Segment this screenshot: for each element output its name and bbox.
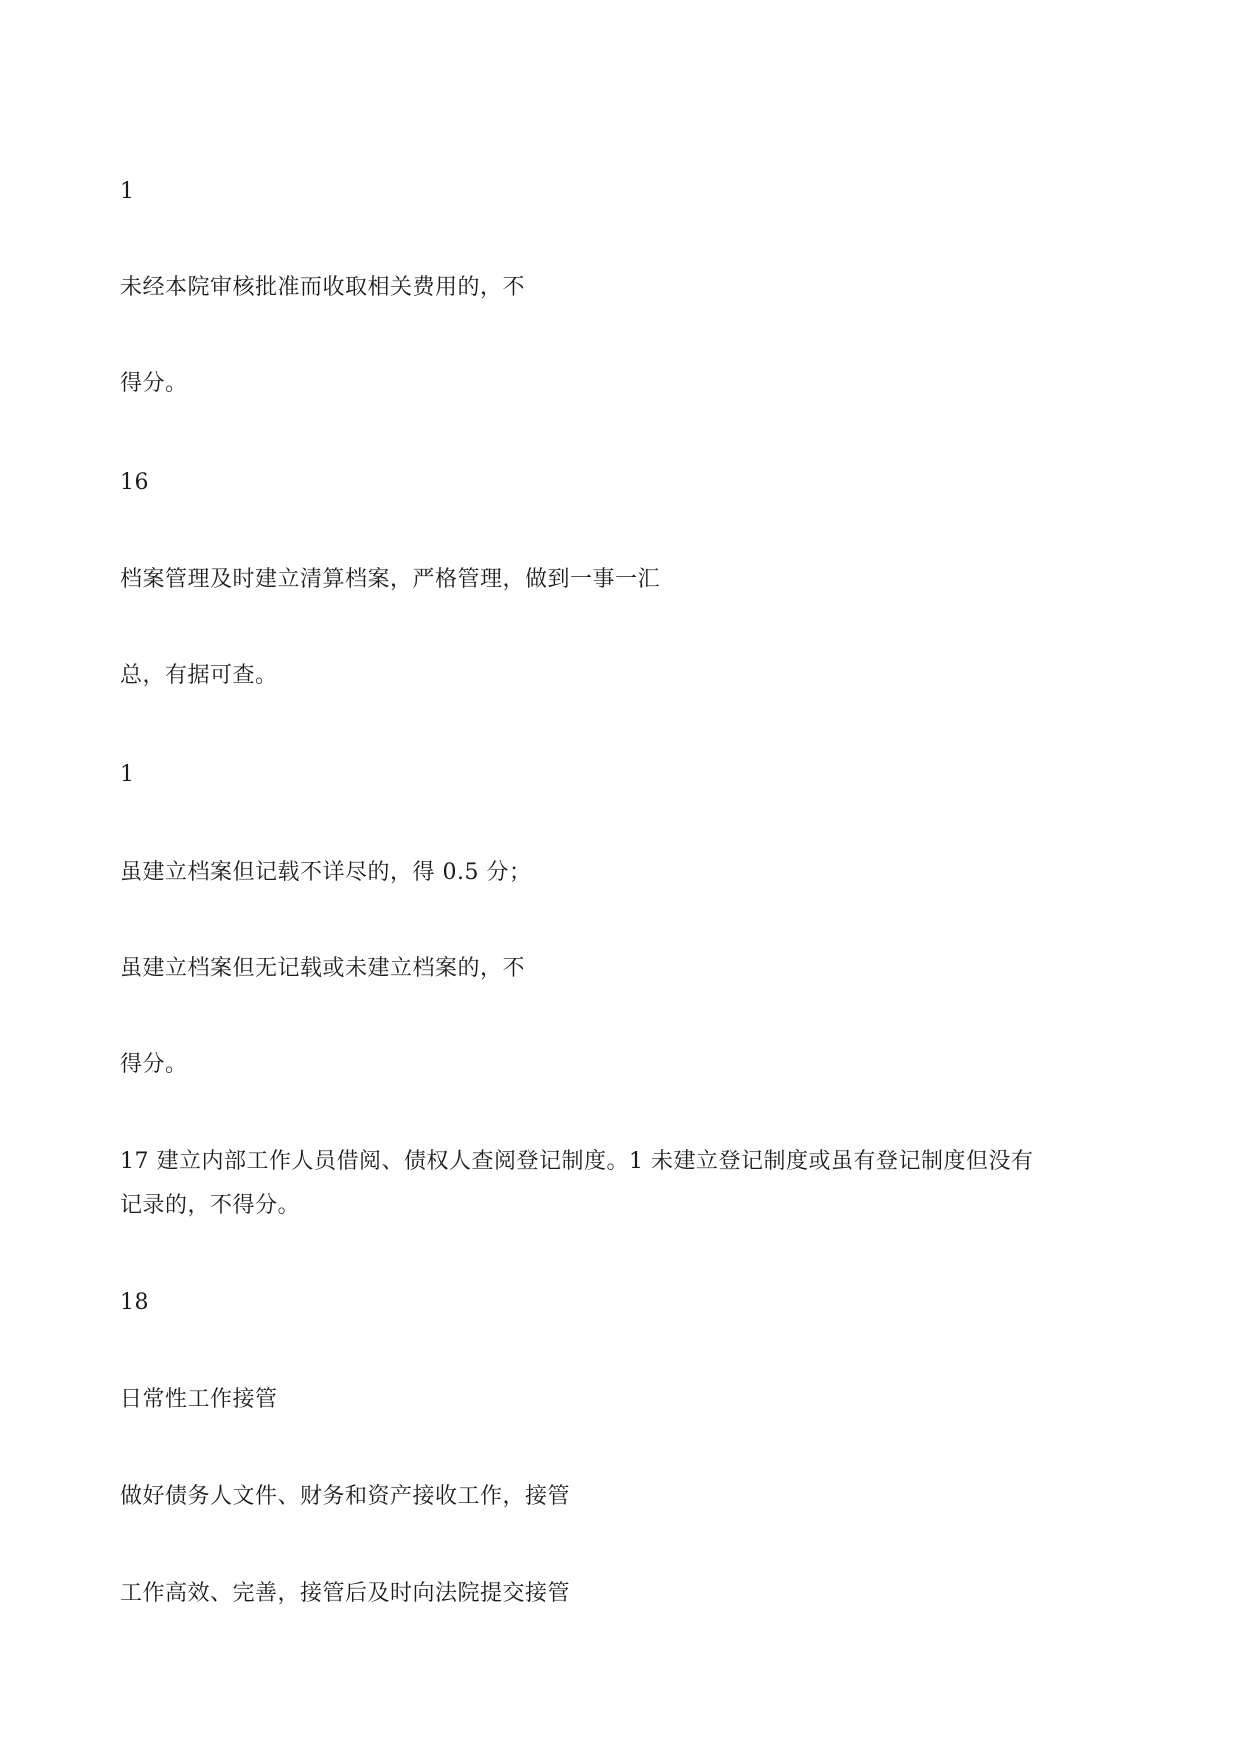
item-16-rule-none: 虽建立档案但无记载或未建立档案的，不	[120, 956, 526, 981]
rule-text-unapproved-fees: 未经本院审核批准而收取相关费用的，不	[120, 275, 526, 300]
item-16-description: 档案管理及时建立清算档案，严格管理，做到一事一汇	[120, 567, 661, 592]
item-number-16: 16	[120, 470, 149, 495]
item-18-description: 做好债务人文件、财务和资产接收工作，接管	[120, 1484, 571, 1509]
item-16-rule-partial: 虽建立档案但记载不详尽的，得 0.5 分；	[120, 860, 532, 885]
item-18-description-cont: 工作高效、完善，接管后及时向法院提交接管	[120, 1581, 571, 1606]
item-16-score: 1	[120, 762, 135, 787]
item-18-title: 日常性工作接管	[120, 1387, 278, 1412]
item-score-1: 1	[120, 179, 135, 204]
rule-text-no-score: 得分。	[120, 371, 188, 396]
item-number-18: 18	[120, 1290, 149, 1315]
item-17-description-cont: 记录的，不得分。	[120, 1193, 301, 1218]
item-16-description-cont: 总，有据可查。	[120, 663, 278, 688]
item-16-rule-none-cont: 得分。	[120, 1052, 188, 1077]
item-17-description: 17 建立内部工作人员借阅、债权人查阅登记制度。1 未建立登记制度或虽有登记制度但没有	[120, 1149, 1034, 1174]
